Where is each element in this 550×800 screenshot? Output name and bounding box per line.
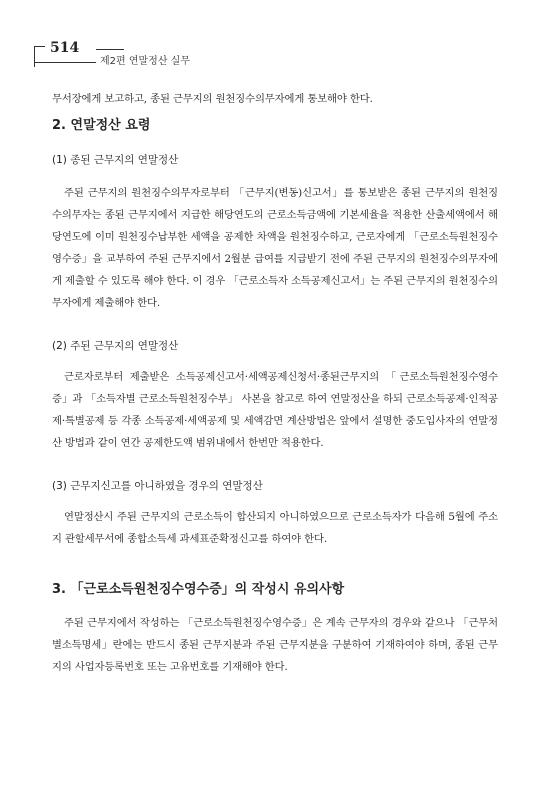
section-2-2-body: 근로자로부터 제출받은 소득공제신고서·세액공제신청서·종된근무지의 「근로소득원천징수영수증」과 「소득자별 근로소득원천징수부」 사본을 참고로 하여 연말정산을 하되 근로소득공제·인적공제·특별공제 등 각종 소득공제·세액공제 및 세액감면 계산방법은 앞에서 설명한 중도입사자의 연말정산 방법과 같이 연간 공제한도액 범위내에서 한번만 적용한다. (52, 371, 498, 449)
chapter-title: 제2편 연말정산 실무 (100, 56, 190, 67)
section-3-body: 주된 근무지에서 작성하는 「근로소득원천징수영수증」은 계속 근무자의 경우와 같으나 「근무처별소득명세」란에는 반드시 종된 근무지분과 주된 근무지분을 구분하여 기재하여야 하며, 종된 근무지의 사업자등록번호 또는 고유번호를 기재해야 한다. (52, 617, 498, 673)
section-2-3-body: 연말정산시 주된 근무지의 근로소득이 합산되지 아니하였으므로 근로소득자가 다음해 5월에 주소지 관할세무서에 종합소득세 과세표준확정신고를 하여야 한다. (52, 511, 498, 545)
section-2-2-title: (2) 주된 근무지의 연말정산 (52, 340, 179, 352)
section-2-3-title: (3) 근무지신고를 아니하였을 경우의 연말정산 (52, 480, 263, 492)
section-2-title: 2. 연말정산 요령 (52, 118, 151, 133)
header-underline (34, 62, 96, 64)
page-content (52, 90, 498, 678)
section-3-title: 3. 「근로소득원천징수영수증」의 작성시 유의사항 (52, 582, 345, 597)
page-number: 514 (50, 40, 80, 56)
section-2-1-title: (1) 종된 근무지의 연말정산 (52, 154, 179, 166)
header-rule (96, 49, 124, 50)
page-header (34, 38, 516, 72)
intro-text: 무서장에게 보고하고, 종된 근무지의 원천징수의무자에게 통보해야 한다. (52, 93, 373, 105)
section-2-1-body: 주된 근무지의 원천징수의무자로부터 「근무지(변동)신고서」를 통보받은 종된 근무지의 원천징수의무자는 종된 근무지에서 지급한 해당연도의 근로소득금액에 기본세율을 적용한 산출세액에서 해당연도에 이미 원천징수납부한 세액을 공제한 차액을 원천징수하고, 근로자에게 「근로소득원천징수영수증」을 교부하여 주된 근무지에서 2월분 급여를 지급받기 전에 주된 근무지의 원천징수의무자에게 제출할 수 있도록 해야 한다. 이 경우 「근로소득자 소득공제신고서」는 주된 근무지의 원천징수의무자에게 제출해야 한다. (52, 187, 498, 309)
